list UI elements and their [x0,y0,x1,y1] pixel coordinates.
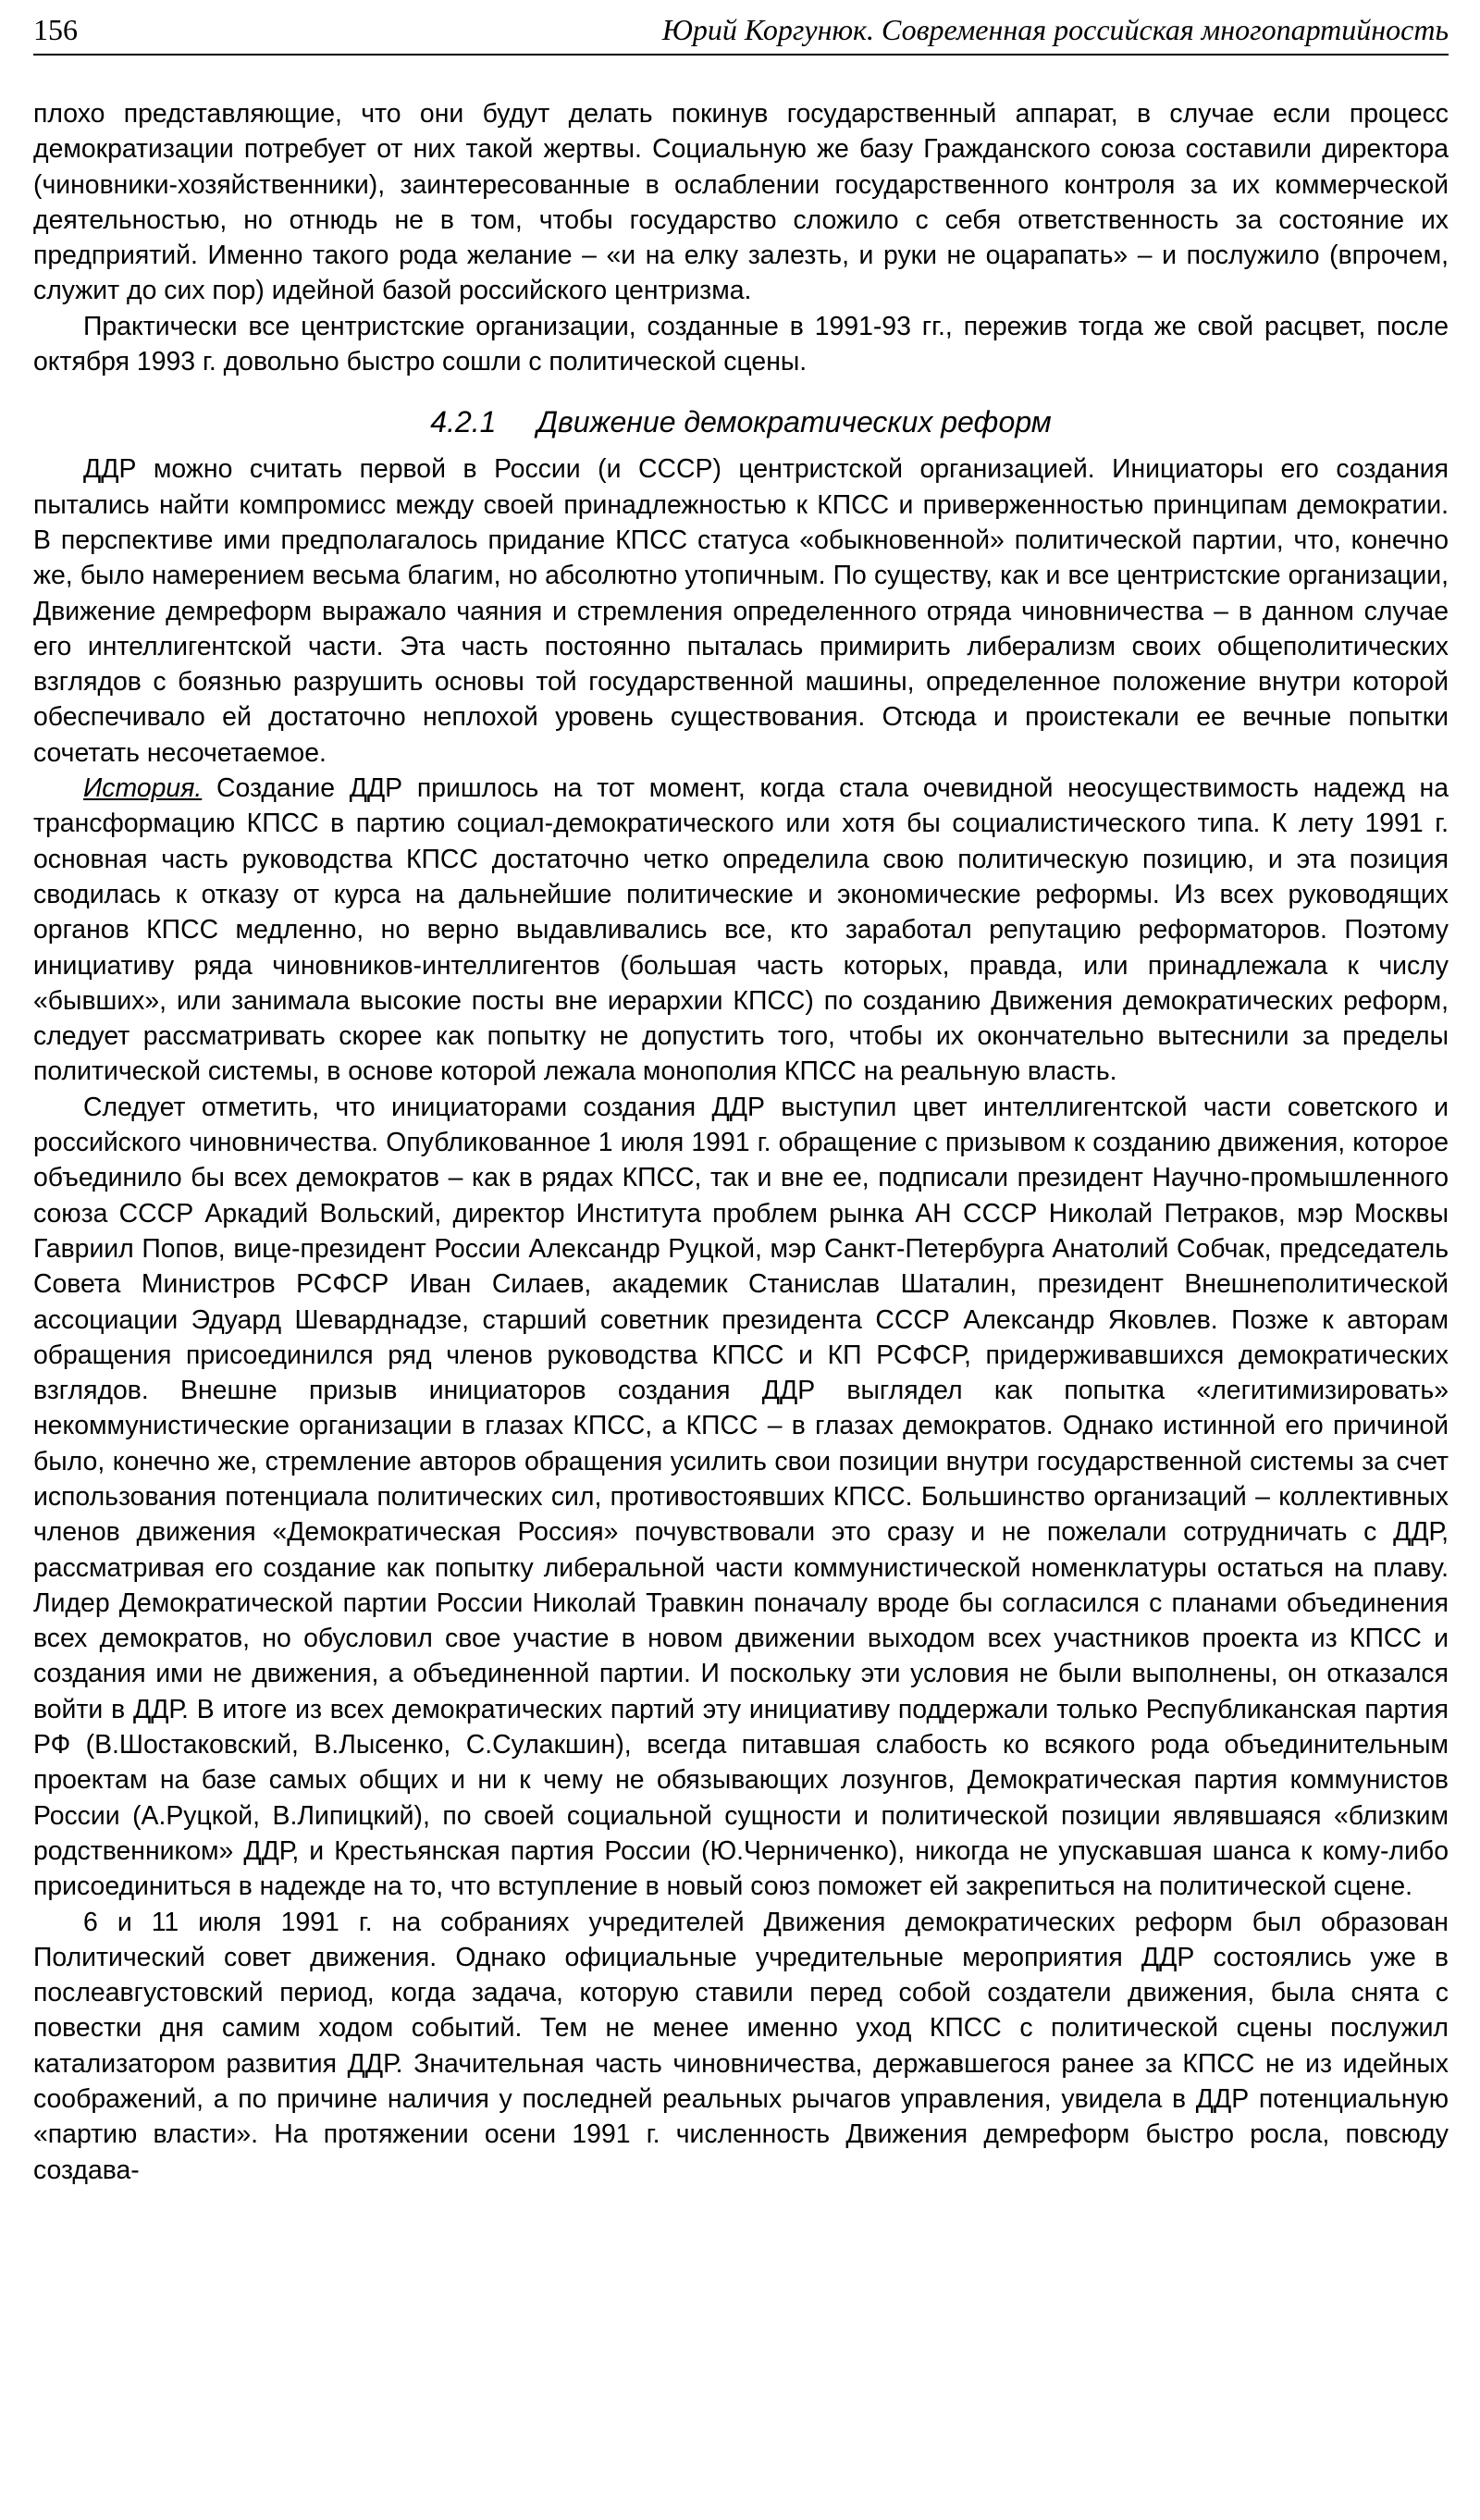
document-page [33,9,1449,2188]
page-header [33,9,1449,56]
paragraph [33,771,1449,1090]
running-title: Юрий Коргунюк. Современная российская многопартийность [661,13,1449,46]
history-lead-in: История. [83,773,203,804]
page-number: 156 [33,13,78,46]
paragraph: Практически все центристские организации, созданные в 1991-93 гг., пережив тогда же свой расцвет, после октября 1993 г. довольно быстро сошли с политической сцены. [33,311,1449,377]
section-number: 4.2.1 [430,405,497,439]
paragraph: плохо представляющие, что они будут делать покинув государственный аппарат, в случае если процесс демократизации потребует от них такой жертвы. Социальную же базу Гражданского союза составили директора (чиновники-хозяйственники), заинтересованные в ослаблении государственного контроля за их коммерческой деятельностью, но отнюдь не в том, чтобы государство сложило с себя ответственность за состояние их предприятий. Именно такого рода желание – «и на елку залезть, и руки не оцарапать» – и послужило (впрочем, служит до сих пор) идейной базой российского центризма. [33,99,1449,306]
paragraph: Следует отметить, что инициаторами создания ДДР выступил цвет интеллигентской части советского и российского чиновничества. Опубликованное 1 июля 1991 г. обращение с призывом к созданию движения, которое объединило бы всех демократов – как в рядах КПСС, так и вне ее, подписали президент Научно-промышленного союза СССР Аркадий Вольский, директор Института проблем рынка АН СССР Николай Петраков, мэр Москвы Гавриил Попов, вице-президент России Александр Руцкой, мэр Санкт-Петербурга Анатолий Собчак, председатель Совета Министров РСФСР Иван Силаев, академик Станислав Шаталин, президент Внешнеполитической ассоциации Эдуард Шеварднадзе, старший советник президента СССР Александр Яковлев. Позже к авторам обращения присоединился ряд членов руководства КПСС и КП РСФСР, придерживавшихся демократических взглядов. Внешне призыв инициаторов создания ДДР выглядел как попытка «легитимизировать» некоммунистические организации в глазах КПСС, а КПСС – в глазах демократов. Однако истинной его причиной было, конечно же, стремление авторов обращения усилить свои позиции внутри государственной системы за счет использования потенциала политических сил, противостоявших КПСС. Большинство организаций – коллективных членов движения «Демократическая Россия» почувствовали это сразу и не пожелали сотрудничать с ДДР, рассматривая его создание как попытку либеральной части коммунистической номенклатуры остаться на плаву. Лидер Демократической партии России Николай Травкин поначалу вроде бы согласился с планами объединения всех демократов, но обусловил свое участие в новом движении выходом всех участников проекта из КПСС и создания ими не движения, а объединенной партии. И поскольку эти условия не были выполнены, он отказался войти в ДДР. В итоге из всех демократических партий эту инициативу поддержали только Республиканская партия РФ (В.Шостаковский, В.Лысенко, С.Сулакшин), всегда питавшая слабость ко всякого рода объединительным проектам на базе самых общих и ни к чему не обязывающих лозунгов, Демократическая партия коммунистов России (А.Руцкой, В.Липицкий), по своей социальной сущности и политической позиции являвшаяся «близким родственником» ДДР, и Крестьянская партия России (Ю.Черниченко), никогда не упускавшая шанса к кому-либо присоединиться в надежде на то, что вступление в новый союз поможет ей закрепиться на политической сцене. [33,1092,1449,1902]
paragraph: 6 и 11 июля 1991 г. на собраниях учредителей Движения демократических реформ был образован Политический совет движения. Однако официальные учредительные мероприятия ДДР состоялись уже в послеавгустовский период, когда задача, которую ставили перед собой создатели движения, была снята с повестки дня самим ходом событий. Тем не менее именно уход КПСС с политической сцены послужил катализатором развития ДДР. Значительная часть чиновничества, державшегося ранее за КПСС не из идейных соображений, а по причине наличия у последней реальных рычагов управления, увидела в ДДР потенциальную «партию власти». На протяжении осени 1991 г. численность Движения демреформ быстро росла, повсюду создава- [33,1907,1449,2185]
paragraph-text: Создание ДДР пришлось на тот момент, когда стала очевидной неосуществимость надежд на трансформацию КПСС в партию социал-демократического или хотя бы социалистического типа. К лету 1991 г. основная часть руководства КПСС достаточно четко определила свою политическую позицию, и эта позиция сводилась к отказу от курса на дальнейшие политические и экономические реформы. Из всех руководящих органов КПСС медленно, но верно выдавливались все, кто заработал репутацию реформаторов. Поэтому инициативу ряда чиновников-интеллигентов (большая часть которых, правда, или принадлежала к числу «бывших», или занимала высокие посты вне иерархии КПСС) по созданию Движения демократических реформ, следует рассматривать скорее как попытку не допустить того, чтобы их окончательно вытеснили за пределы политической системы, в основе которой лежала монополия КПСС на реальную власть. [33,773,1449,1087]
paragraph: ДДР можно считать первой в России (и СССР) центристской организацией. Инициаторы его создания пытались найти компромисс между своей принадлежностью к КПСС и приверженностью принципам демократии. В перспективе ими предполагалось придание КПСС статуса «обыкновенной» политической партии, что, конечно же, было намерением весьма благим, но абсолютно утопичным. По существу, как и все центристские организации, Движение демреформ выражало чаяния и стремления определенного отряда чиновничества – в данном случае его интеллигентской части. Эта часть постоянно пыталась примирить либерализм своих общеполитических взглядов с боязнью разрушить основы той государственной машины, определенное положение внутри которой обеспечивало ей достаточно неплохой уровень существования. Отсюда и проистекали ее вечные попытки сочетать несочетаемое. [33,454,1449,768]
section-title: Движение демократических реформ [536,405,1052,439]
section-heading [33,403,1449,440]
body-text [33,96,1449,2188]
